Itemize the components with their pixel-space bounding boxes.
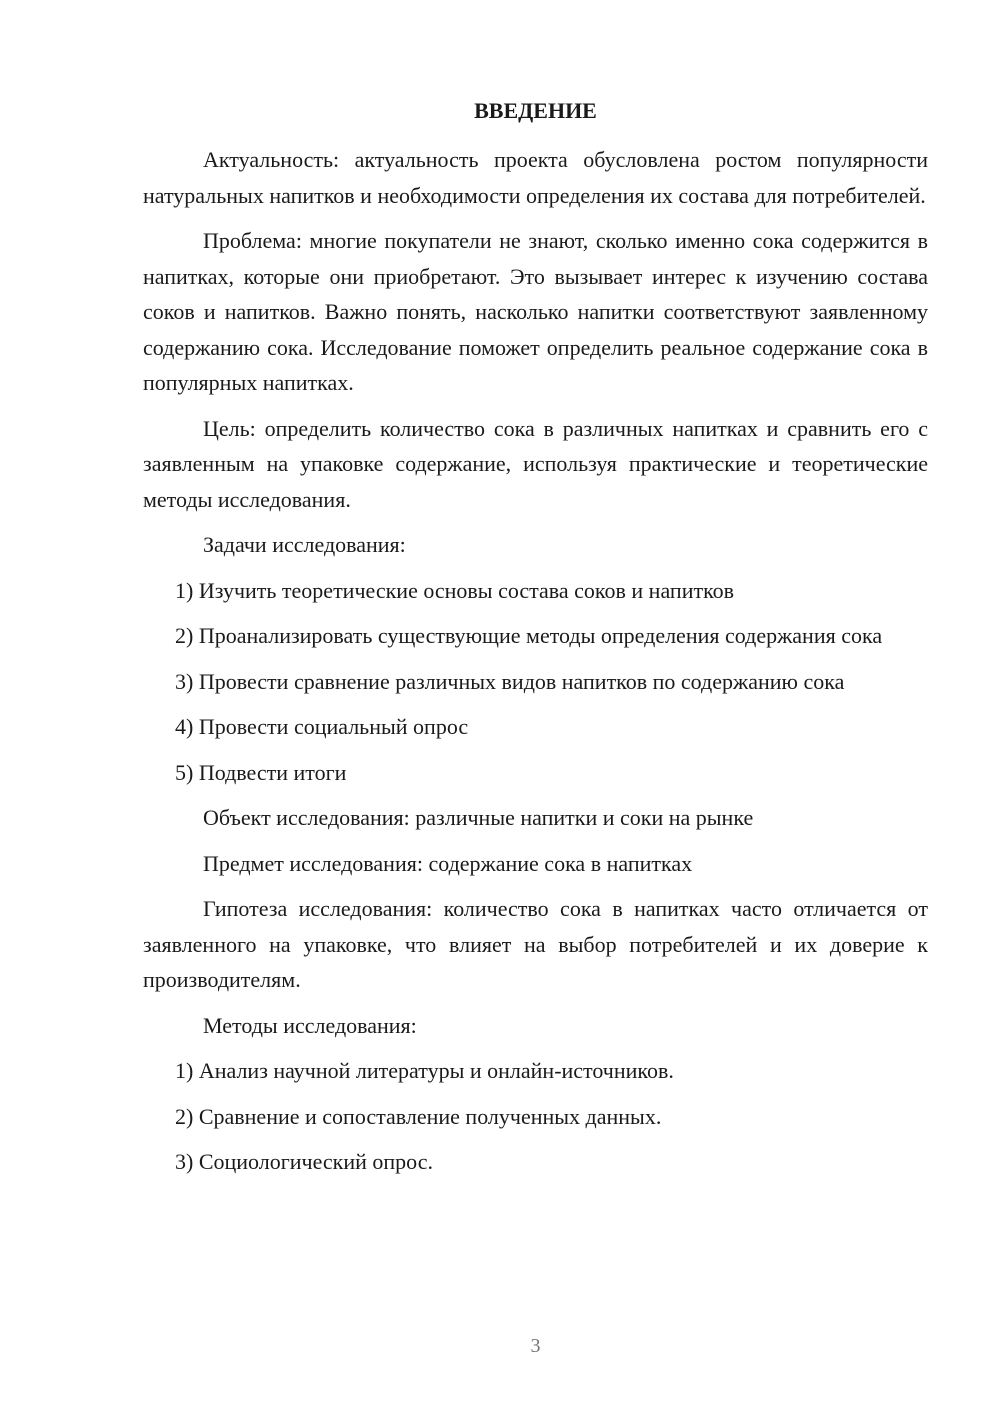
- task-item: 1) Изучить теоретические основы состава соков и напитков: [175, 577, 735, 603]
- task-item: 5) Подвести итоги: [175, 759, 347, 785]
- relevance-paragraph: Актуальность: актуальность проекта обусловлена ростом популярности натуральных напитков и необходимости определения их состава для потребителей.: [143, 147, 928, 208]
- method-item: 1) Анализ научной литературы и онлайн-источников.: [175, 1058, 674, 1083]
- hypothesis-paragraph: Гипотеза исследования: количество сока в напитках часто отличается от заявленного на упаковке, что влияет на выбор потребителей и их доверие к производителям.: [143, 896, 928, 992]
- goal-paragraph: Цель: определить количество сока в различных напитках и сравнить его с заявленным на упаковке содержание, используя практические и теоретические методы исследования.: [143, 415, 928, 512]
- research-subject: Предмет исследования: содержание сока в напитках: [203, 850, 693, 876]
- document-page: [143, 0, 928, 1414]
- tasks-heading: Задачи исследования:: [203, 532, 406, 557]
- task-item: 2) Проанализировать существующие методы определения содержания сока: [175, 623, 883, 648]
- method-item: 3) Социологический опрос.: [175, 1149, 433, 1174]
- page-content: [143, 142, 928, 1190]
- problem-paragraph: Проблема: многие покупатели не знают, сколько именно сока содержится в напитках, которые они приобретают. Это вызывает интерес к изучению состава соков и напитков. Важно понять, насколько напитки соответствуют заявленному содержанию сока. Исследование поможет определить реальное содержание сока в популярных напитках.: [143, 228, 928, 395]
- section-title: ВВЕДЕНИЕ: [474, 98, 597, 123]
- page-number: 3: [530, 1335, 541, 1357]
- methods-heading: Методы исследования:: [203, 1012, 417, 1038]
- research-object: Объект исследования: различные напитки и соки на рынке: [203, 805, 754, 830]
- task-item: 3) Провести сравнение различных видов напитков по содержанию сока: [175, 668, 845, 694]
- task-item: 4) Провести социальный опрос: [175, 714, 469, 739]
- method-item: 2) Сравнение и сопоставление полученных данных.: [175, 1103, 662, 1129]
